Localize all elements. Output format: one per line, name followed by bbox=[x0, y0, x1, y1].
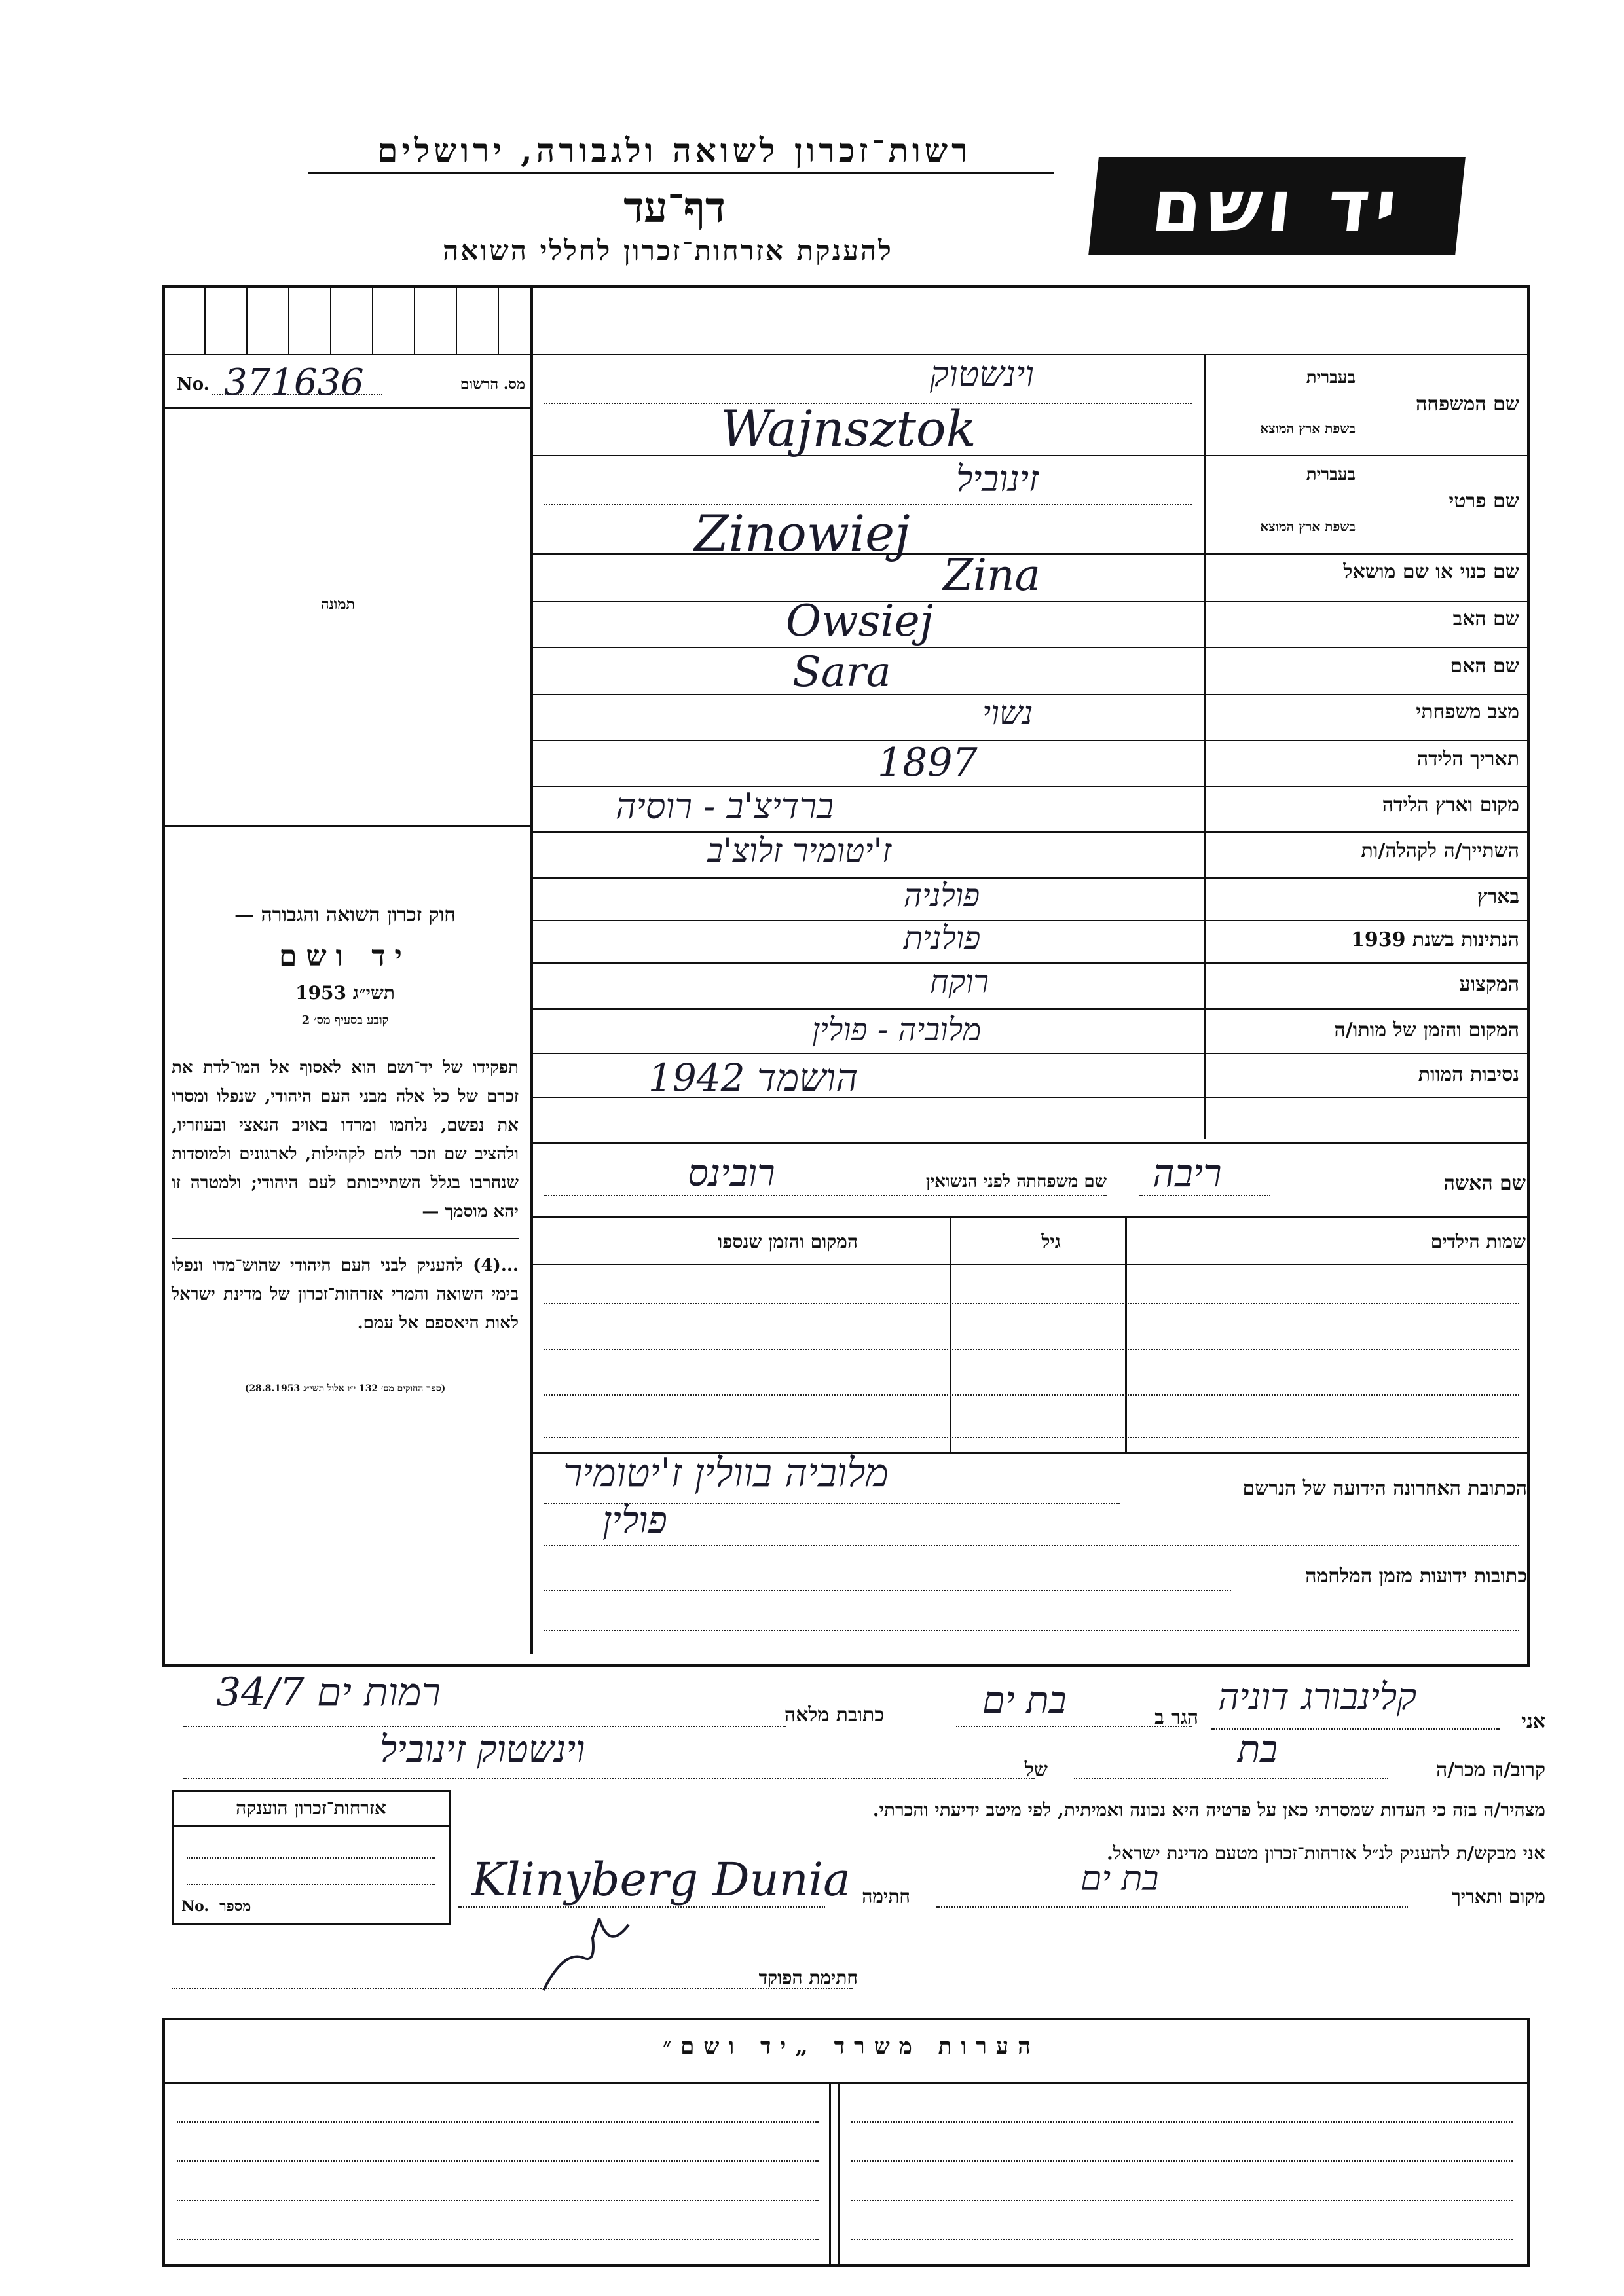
wife-label: שם האשה bbox=[1443, 1172, 1526, 1195]
registration-row bbox=[172, 361, 525, 404]
authority-underline bbox=[308, 172, 1054, 174]
children-header-names: שמות הילדים bbox=[1430, 1231, 1526, 1252]
no-label: No. bbox=[177, 374, 210, 394]
first-name-hebrew-value: זינוביל bbox=[956, 458, 1039, 500]
nickname-value: Zina bbox=[943, 550, 1041, 600]
family-name-label: שם המשפחה bbox=[1415, 393, 1519, 416]
registration-label: מס. הרשום bbox=[460, 376, 525, 393]
place-date-label: מקום ותאריך bbox=[1451, 1886, 1545, 1907]
registration-number: 371636 bbox=[224, 361, 364, 404]
law-clause: קובע בסעיף מס׳ 2 bbox=[301, 1013, 389, 1027]
mother-label: שם האם bbox=[1450, 655, 1519, 678]
nickname-label: שם כנוי או שם מושאל bbox=[1343, 560, 1519, 583]
first-name-label: שם פרטי bbox=[1449, 490, 1519, 513]
father-label: שם האב bbox=[1452, 608, 1519, 630]
last-address-label: הכתובת האחרונה הידועה של הנרשם bbox=[1242, 1477, 1527, 1500]
witness-signature: Klinyberg Dunia bbox=[471, 1853, 851, 1906]
citizenship-value: פולנית bbox=[904, 920, 981, 957]
children-header-age: גיל bbox=[1041, 1231, 1061, 1252]
mother-value: Sara bbox=[792, 648, 891, 697]
relation-label: קרוב/ה מכר/ה bbox=[1436, 1758, 1545, 1781]
birth-place-label: מקום וארץ הלידה bbox=[1382, 793, 1519, 816]
witness-city-value: בת ים bbox=[982, 1679, 1067, 1722]
citizenship-granted-box bbox=[172, 1790, 451, 1925]
officer-signature-mark bbox=[537, 1912, 655, 1997]
country-label: בארץ bbox=[1477, 885, 1519, 908]
declaration-text: מצהיר/ה בזה כי העדות שמסרתי כאן על פרטיה היא נכונה ואמיתית, לפי מיטב ידיעתי והכרתי. bbox=[872, 1799, 1545, 1821]
logo-text: יד ושם bbox=[1147, 164, 1407, 248]
father-value: Owsiej bbox=[786, 596, 934, 646]
death-place-label: המקום והזמן של מותו/ה bbox=[1334, 1019, 1519, 1042]
signature-label: חתימה bbox=[862, 1886, 910, 1907]
first-name-hebrew-sub: בעברית bbox=[1306, 465, 1356, 484]
law-paragraph-2: ...(4) להעניק לבני העם היהודי שהוש־מדו ונפלו בימי השואה והמרי אזרחות־זכרון של מדינת ישראל לאות היאספם אל עמם. bbox=[172, 1256, 519, 1333]
profession-value: רוקח bbox=[930, 964, 989, 1000]
citizenship-label: הנתינות בשנת 1939 bbox=[1350, 928, 1519, 951]
form-title: דף־עד bbox=[623, 183, 726, 232]
witness-address-label: כתובת מלאה bbox=[784, 1704, 884, 1726]
wife-value: ריבה bbox=[1153, 1151, 1222, 1195]
war-address-label: כתובות ידועות מזמן המלחמה bbox=[1305, 1565, 1527, 1588]
law-panel bbox=[172, 903, 519, 1394]
citizenship-granted-title: אזרחות־זכרון הוענקה bbox=[236, 1797, 386, 1819]
witness-resides-label: הגר ב bbox=[1154, 1706, 1198, 1729]
authority-title: רשות־זכרון לשואה ולגבורה, ירושלים bbox=[377, 131, 972, 170]
request-text: אני מבקש/ת להעניק לנ״ל אזרחות־זכרון מטעם מדינת ישראל. bbox=[1106, 1842, 1545, 1864]
citizenship-mispar-label: מספר bbox=[219, 1898, 251, 1915]
citizenship-no-label: No. bbox=[181, 1898, 210, 1915]
family-name-hebrew-value: וינשטוק bbox=[930, 354, 1035, 395]
marital-value: נשוי bbox=[982, 694, 1033, 732]
office-notes-title: הערות משרד „יד ושם״ bbox=[663, 2033, 1040, 2060]
family-name-hebrew-sub: בעברית bbox=[1306, 368, 1356, 388]
children-header-place: המקום והזמן שנספו bbox=[718, 1231, 858, 1252]
law-footnote: (ספר החוקים מס׳ 132 י״ו אלול תשי״ג 28.8.1953) bbox=[244, 1383, 446, 1394]
officer-signature-label: חתימת הפוקד bbox=[758, 1967, 858, 1988]
death-circ-label: נסיבות המוות bbox=[1418, 1063, 1519, 1086]
death-circ-value: הושמד 1942 bbox=[648, 1055, 858, 1100]
first-name-native-sub: בשפת ארץ המוצא bbox=[1260, 519, 1356, 534]
family-name-native-value: Wajnsztok bbox=[720, 399, 976, 458]
country-value: פולניה bbox=[904, 877, 980, 914]
wife-maiden-value: רובינס bbox=[688, 1152, 775, 1195]
witness-address-value: רמות ים 34/7 bbox=[216, 1669, 441, 1715]
first-name-native-value: Zinowiej bbox=[694, 504, 910, 562]
photo-label: תמונה bbox=[321, 596, 355, 613]
last-address-value-1: מלוביה בוולין ז'יטומיר bbox=[563, 1450, 889, 1496]
birth-date-value: 1897 bbox=[877, 740, 978, 786]
community-label: השתייך/ה לקהלה/ות bbox=[1361, 839, 1519, 862]
yad-vashem-logo bbox=[1088, 157, 1466, 255]
community-value: ז'יטומיר זלוצ'ב bbox=[707, 831, 892, 869]
place-date-value: בת ים bbox=[1080, 1859, 1159, 1899]
wife-maiden-label: שם משפחתה לפני הנשואין bbox=[925, 1172, 1107, 1192]
of-value: וינשטוק זינוביל bbox=[380, 1728, 585, 1771]
birth-date-label: תאריך הלידה bbox=[1416, 748, 1519, 771]
law-title: חוק זכרון השואה והגבורה — bbox=[234, 903, 456, 926]
law-year: תשי״ג 1953 bbox=[295, 982, 395, 1004]
law-name: יד ושם bbox=[279, 939, 411, 973]
relation-value: בת bbox=[1238, 1728, 1278, 1771]
profession-label: המקצוע bbox=[1459, 973, 1519, 996]
birth-place-value: ברדיצ'ב - רוסיה bbox=[616, 786, 834, 827]
form-subtitle: להענקת אזרחות־זכרון לחללי השואה bbox=[443, 234, 893, 266]
marital-label: מצב משפחתי bbox=[1416, 701, 1519, 723]
law-paragraph-1: תפקידו של יד־ושם הוא לאסוף אל המו־לדת את זכרם של כל אלה מבני העם היהודי, שנפלו ומסרו את נפשם, נלחמו ומרדו באויב הנאצי ובעוזריו, ולהציב שם וזכר להם לקהילות, לארגונים ולמוסדות שנחרבו בגלל השתייכותם לעם היהודי; ולמטרה זו יהא מוסמך — bbox=[172, 1058, 519, 1222]
of-label: של bbox=[1024, 1758, 1048, 1781]
family-name-native-sub: בשפת ארץ המוצא bbox=[1260, 420, 1356, 436]
witness-name-value: קלינבורג דוניה bbox=[1218, 1676, 1417, 1719]
last-address-value-2: פולין bbox=[602, 1499, 667, 1542]
death-place-value: מלוביה - פולין bbox=[812, 1011, 982, 1048]
witness-ani-label: אני bbox=[1521, 1710, 1545, 1733]
